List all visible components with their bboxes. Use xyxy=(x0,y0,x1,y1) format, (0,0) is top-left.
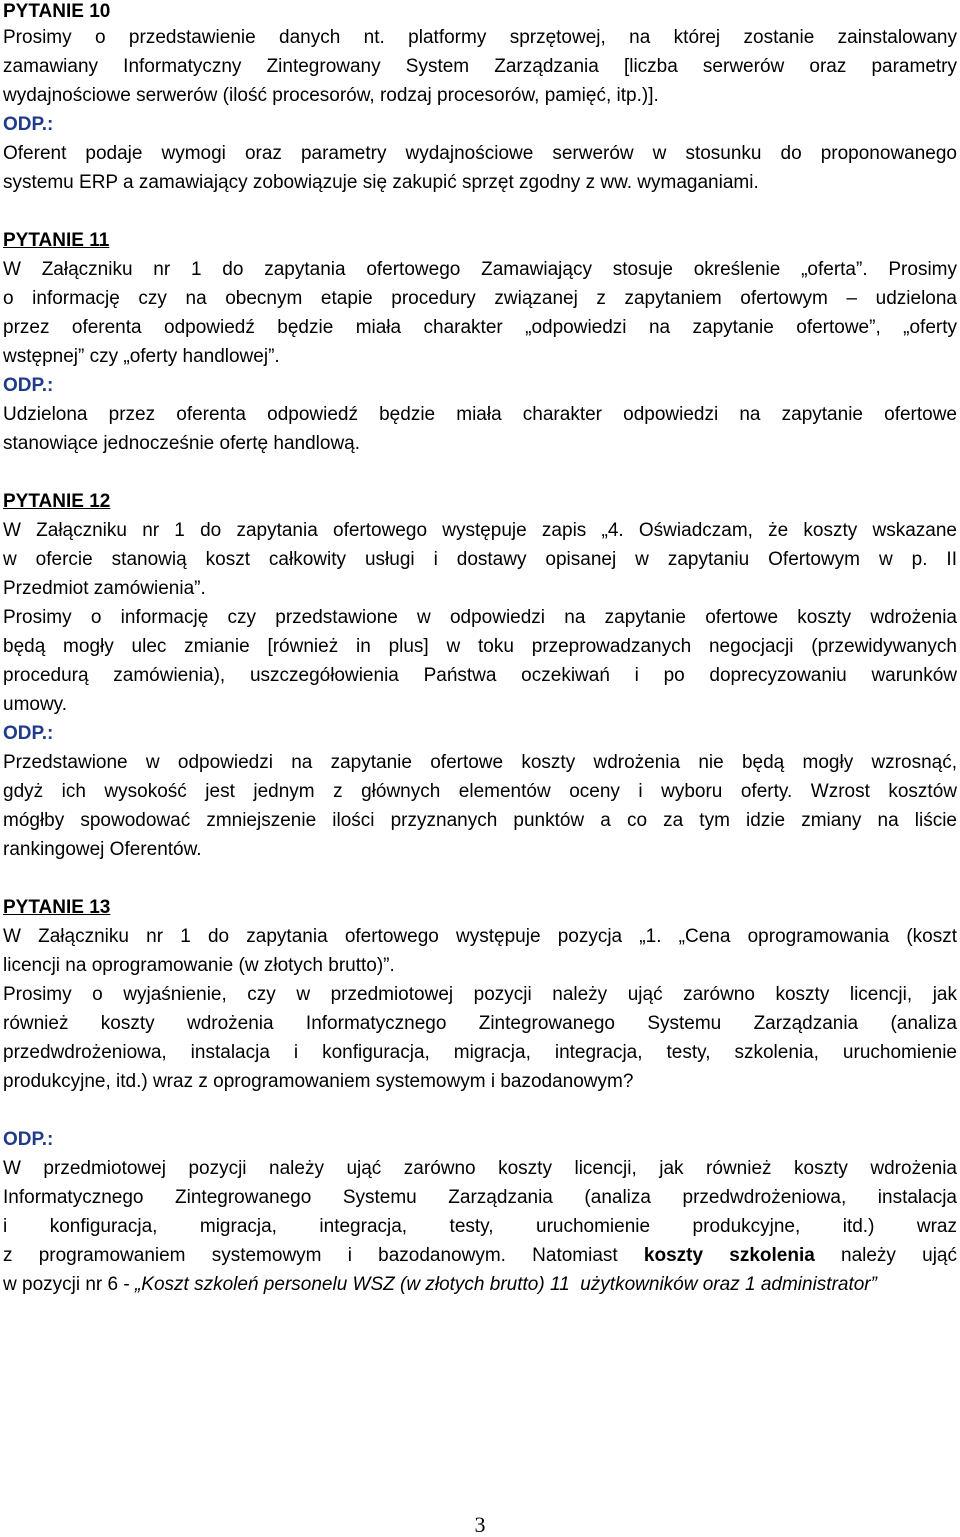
answer-13-bold-phrase: koszty szkolenia xyxy=(643,1245,815,1266)
answer-13-line-3: i konfiguracja, migracja, integracja, testy, uruchomienie produkcyjne, itd.) wraz xyxy=(3,1216,957,1237)
question-12-text-line-3: Przedmiot zamówienia”. xyxy=(3,578,206,599)
question-13-text-line-4: również koszty wdrożenia Informatycznego Zintegrowanego Systemu Zarządzania (analiza xyxy=(3,1013,957,1034)
question-11-heading: PYTANIE 11 xyxy=(3,230,110,251)
answer-10-line-1: Oferent podaje wymogi oraz parametry wydajnościowe serwerów w stosunku do proponowanego xyxy=(3,143,957,164)
answer-12-line-3: mógłby spowodować zmniejszenie ilości przyznanych punktów a co za tym idzie zmiany na liście xyxy=(3,810,957,831)
question-10-text-line-3: wydajnościowe serwerów (ilość procesorów, rodzaj procesorów, pamięć, itp.)]. xyxy=(3,85,659,106)
question-13-heading: PYTANIE 13 xyxy=(3,897,111,918)
answer-13-label: ODP.: xyxy=(3,1129,54,1150)
answer-12-line-2: gdyż ich wysokość jest jednym z głównych elementów oceny i wyboru oferty. Wzrost kosztów xyxy=(3,781,957,802)
question-13-text-line-5: przedwdrożeniowa, instalacja i konfiguracja, migracja, integracja, testy, szkolenia, uruchomienie xyxy=(3,1042,957,1063)
answer-11-label: ODP.: xyxy=(3,375,54,396)
question-12-text-line-5: będą mogły ulec zmianie [również in plus] w toku przeprowadzanych negocjacji (przewidywanych xyxy=(3,636,957,657)
page-number: 3 xyxy=(474,1512,486,1537)
answer-13-line-4-end: należy ująć xyxy=(814,1245,957,1266)
answer-11-line-2: stanowiące jednocześnie ofertę handlową. xyxy=(3,433,361,454)
answer-13-line-5 xyxy=(3,1273,957,1297)
question-13-text-line-3: Prosimy o wyjaśnienie, czy w przedmiotowej pozycji należy ująć zarówno koszty licencji, jak xyxy=(3,984,957,1005)
answer-12-line-4: rankingowej Oferentów. xyxy=(3,839,202,860)
question-12-text-line-6: procedurą zamówienia), uszczegółowienia Państwa oczekiwań i po doprecyzowaniu warunków xyxy=(3,665,957,686)
answer-13-line-4 xyxy=(3,1244,957,1268)
answer-13-line-5-start: w pozycji nr 6 - xyxy=(3,1274,135,1295)
answer-12-label: ODP.: xyxy=(3,723,54,744)
question-12-text-line-2: w ofercie stanowią koszt całkowity usługi i dostawy opisanej w zapytaniu Ofertowym w p. II xyxy=(3,549,957,570)
question-11-text-line-4: wstępnej” czy „oferty handlowej”. xyxy=(3,346,280,367)
question-12-heading: PYTANIE 12 xyxy=(3,491,111,512)
answer-12-line-1: Przedstawione w odpowiedzi na zapytanie ofertowe koszty wdrożenia nie będą mogły wzrosnąć, xyxy=(3,752,957,773)
question-12-text-line-1: W Załączniku nr 1 do zapytania ofertowego występuje zapis „4. Oświadczam, że koszty wskazane xyxy=(3,520,957,541)
question-13-text-line-2: licencji na oprogramowanie (w złotych brutto)”. xyxy=(3,955,395,976)
question-10-text-line-2: zamawiany Informatyczny Zintegrowany System Zarządzania [liczba serwerów oraz parametry xyxy=(3,56,957,77)
question-10-text-line-1: Prosimy o przedstawienie danych nt. platformy sprzętowej, na której zostanie zainstalowany xyxy=(3,27,957,48)
question-13-text-line-6: produkcyjne, itd.) wraz z oprogramowaniem systemowym i bazodanowym? xyxy=(3,1071,634,1092)
question-10-heading: PYTANIE 10 xyxy=(3,1,111,22)
answer-13-line-4-start: z programowaniem systemowym i bazodanowym. Natomiast xyxy=(3,1245,644,1266)
answer-13-italic-quote: „Koszt szkoleń personelu WSZ (w złotych brutto) 11 użytkowników oraz 1 administrator” xyxy=(134,1274,877,1295)
answer-10-line-2: systemu ERP a zamawiający zobowiązuje się zakupić sprzęt zgodny z ww. wymaganiami. xyxy=(3,172,759,193)
question-11-text-line-1: W Załączniku nr 1 do zapytania ofertowego Zamawiający stosuje określenie „oferta”. Prosimy xyxy=(3,259,957,280)
question-11-text-line-2: o informację czy na obecnym etapie procedury związanej z zapytaniem ofertowym – udzielona xyxy=(3,288,957,309)
answer-13-line-2: Informatycznego Zintegrowanego Systemu Zarządzania (analiza przedwdrożeniowa, instalacja xyxy=(3,1187,957,1208)
answer-10-label: ODP.: xyxy=(3,114,54,135)
answer-11-line-1: Udzielona przez oferenta odpowiedź będzie miała charakter odpowiedzi na zapytanie ofertowe xyxy=(3,404,957,425)
question-11-text-line-3: przez oferenta odpowiedź będzie miała charakter „odpowiedzi na zapytanie ofertowe”, „oferty xyxy=(3,317,957,338)
answer-13-line-1: W przedmiotowej pozycji należy ująć zarówno koszty licencji, jak również koszty wdrożenia xyxy=(3,1158,957,1179)
question-12-text-line-7: umowy. xyxy=(3,694,68,715)
question-13-text-line-1: W Załączniku nr 1 do zapytania ofertowego występuje pozycja „1. „Cena oprogramowania (koszt xyxy=(3,926,957,947)
question-12-text-line-4: Prosimy o informację czy przedstawione w odpowiedzi na zapytanie ofertowe koszty wdrożenia xyxy=(3,607,957,628)
